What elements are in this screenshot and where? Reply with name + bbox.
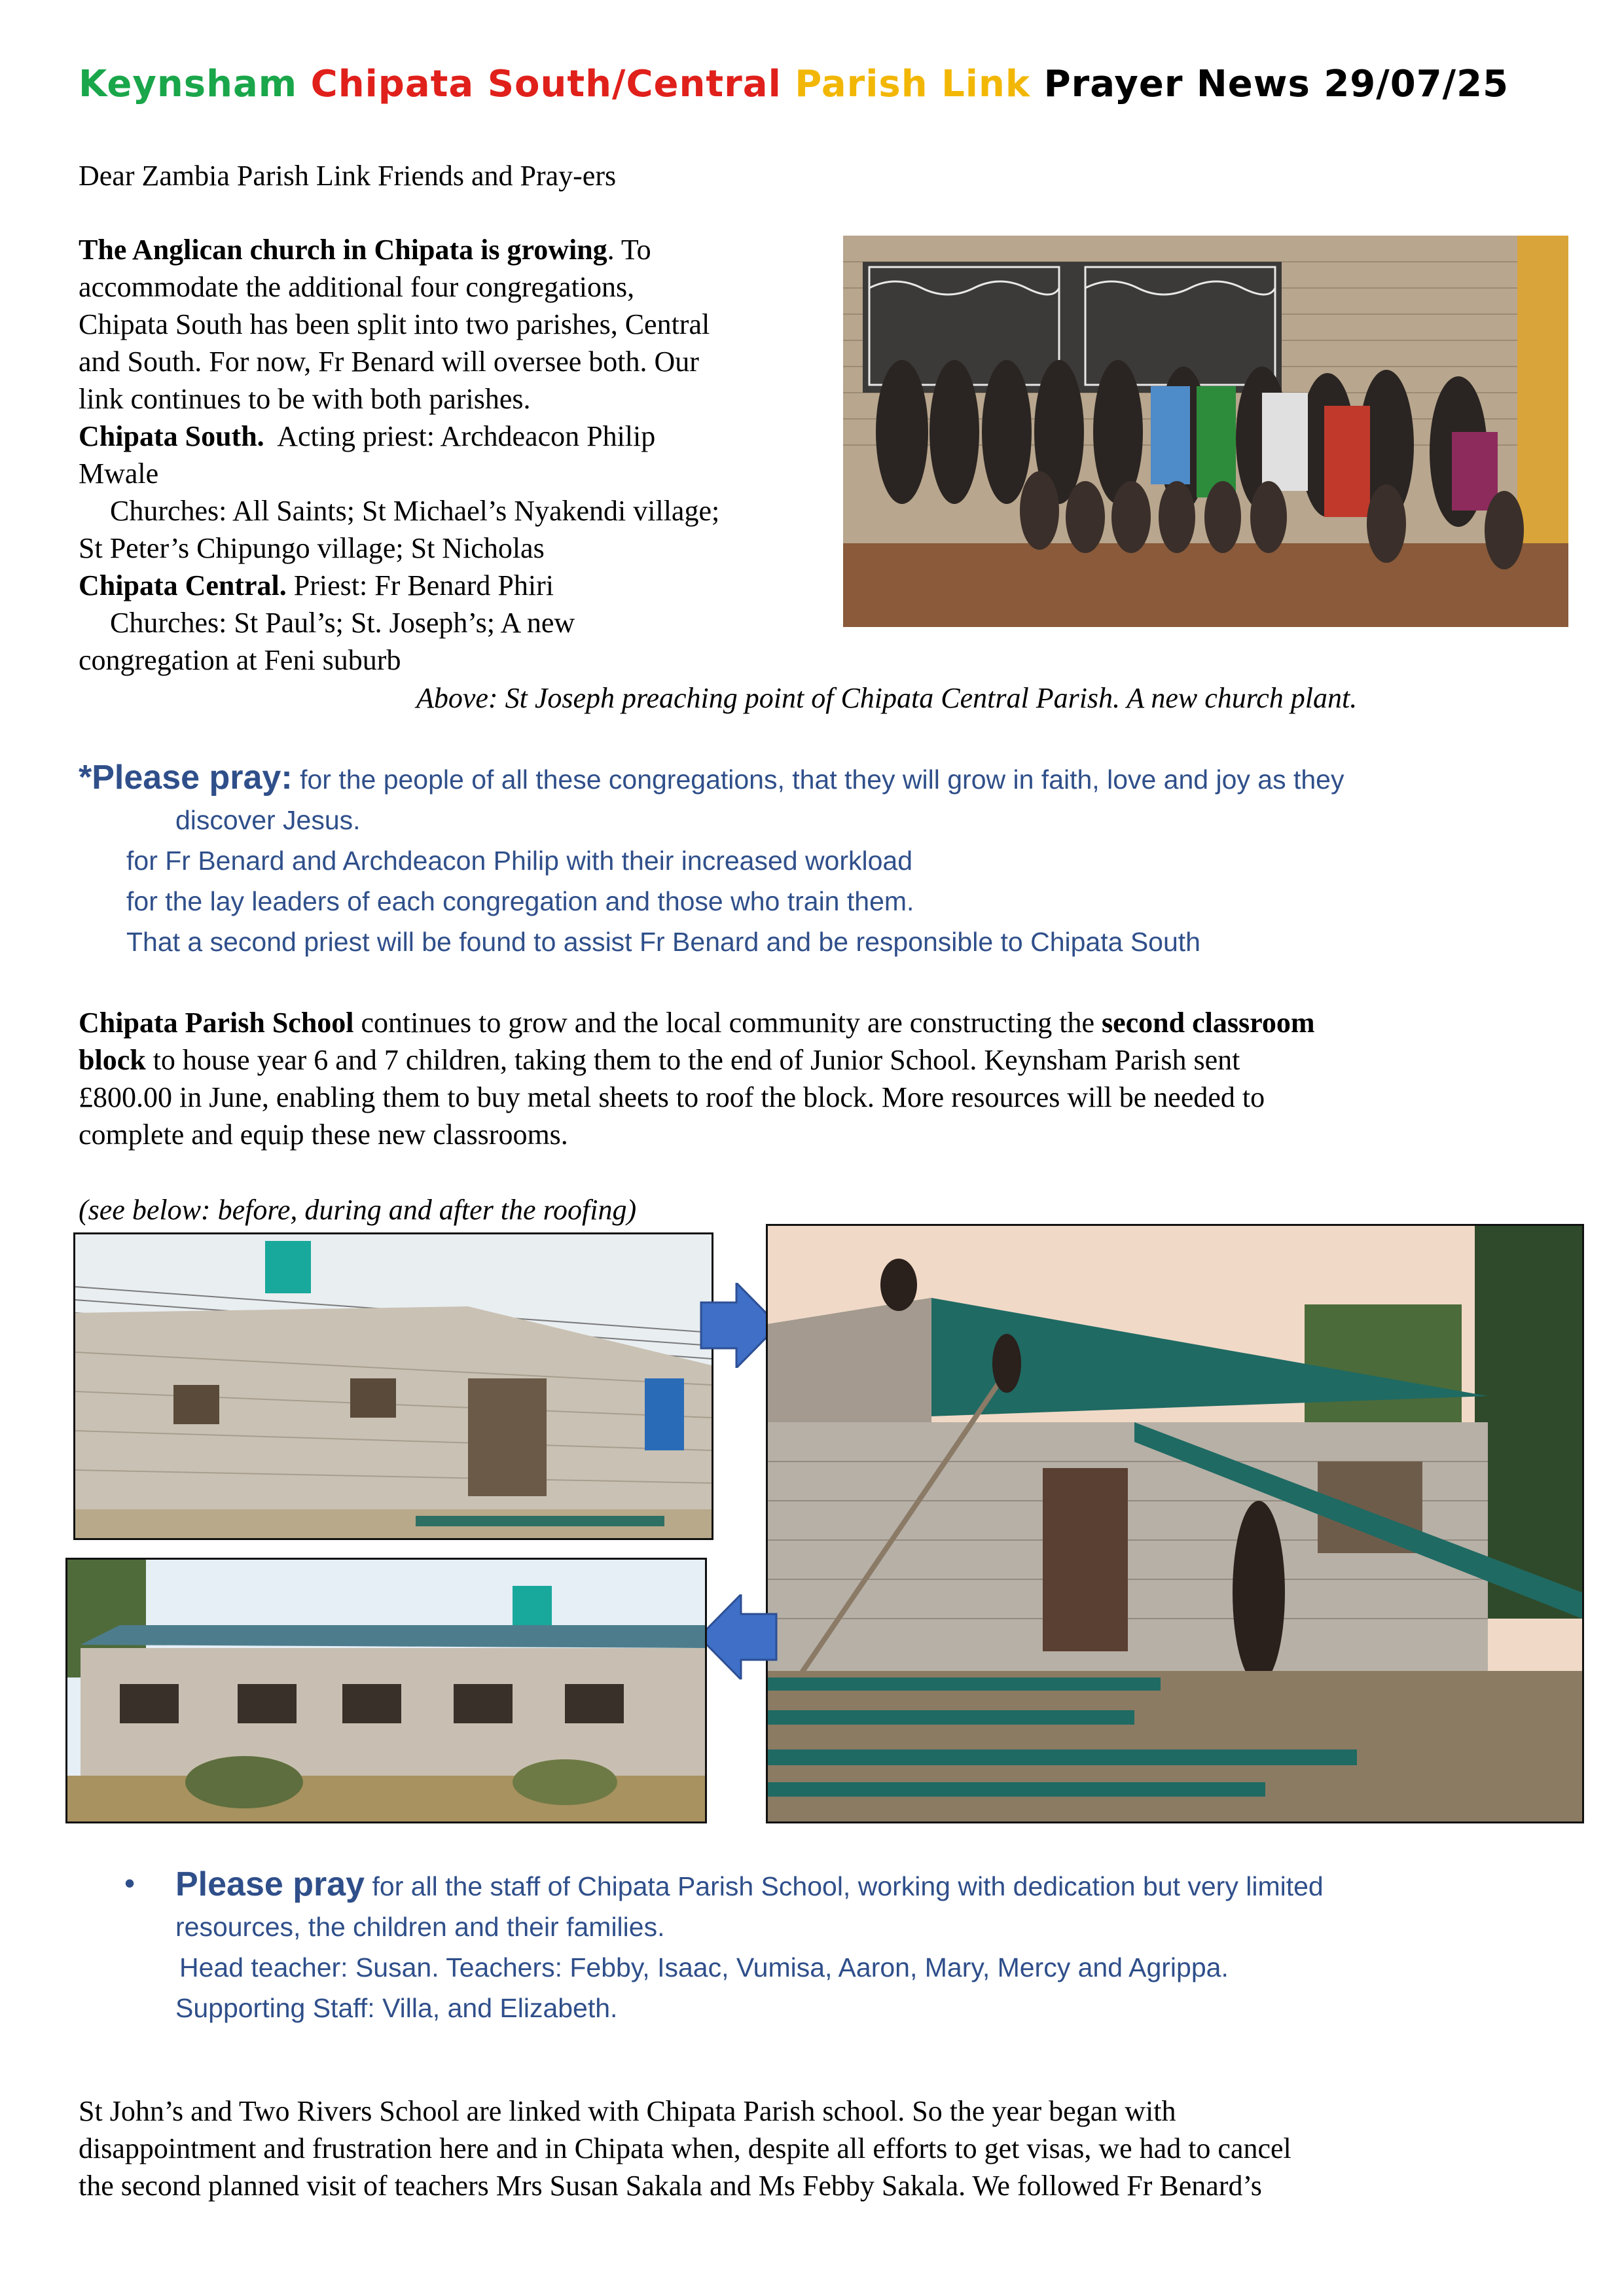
pray2-line2: Head teacher: Susan. Teachers: Febby, Isaac, Vumisa, Aaron, Mary, Mercy and Agrippa. bbox=[179, 1952, 1229, 1982]
south-label: Chipata South. bbox=[79, 420, 264, 452]
congregation-photo-graphic bbox=[843, 236, 1568, 627]
closing-line1: St John’s and Two Rivers School are linked with Chipata Parish school. So the year began with bbox=[79, 2095, 1176, 2127]
school-bold2: second classroom bbox=[1102, 1007, 1315, 1039]
intro-line3: Chipata South has been split into two parishes, Central bbox=[79, 308, 710, 340]
south-priest-cont: Mwale bbox=[79, 457, 159, 490]
see-below-note: (see below: before, during and after the roofing) bbox=[79, 1194, 637, 1226]
title-keynsham: Keynsham bbox=[79, 63, 298, 105]
during-roofing-photo bbox=[766, 1224, 1584, 1823]
pray1-line1: for the people of all these congregations, that they will grow in faith, love and joy as they bbox=[300, 764, 1344, 795]
pray2-bullet: • bbox=[124, 1866, 135, 1900]
title-prayer-news: Prayer News 29/07/25 bbox=[1043, 63, 1509, 105]
greeting: Dear Zambia Parish Link Friends and Pray-ers bbox=[79, 160, 617, 192]
intro-block bbox=[79, 231, 838, 679]
intro-line2: accommodate the additional four congregations, bbox=[79, 271, 635, 303]
photo-caption: Above: St Joseph preaching point of Chipata Central Parish. A new church plant. bbox=[416, 682, 1358, 714]
school-bold3: block bbox=[79, 1044, 146, 1076]
pray1-line4: That a second priest will be found to assist Fr Benard and be responsible to Chipata South bbox=[126, 927, 1200, 957]
intro-line1-rest: . To bbox=[607, 234, 651, 266]
closing-line3: the second planned visit of teachers Mrs Susan Sakala and Ms Febby Sakala. We followed Fr Benard’s bbox=[79, 2170, 1262, 2202]
pray2-line3: Supporting Staff: Villa, and Elizabeth. bbox=[175, 1993, 618, 2023]
arrow-left-icon bbox=[695, 1594, 780, 1683]
closing-line2: disappointment and frustration here and in Chipata when, despite all efforts to get visas, we had to cancel bbox=[79, 2132, 1291, 2164]
central-label: Chipata Central. bbox=[79, 569, 287, 601]
pray2-line1: for all the staff of Chipata Parish School, working with dedication but very limited bbox=[365, 1871, 1324, 1901]
intro-line4: and South. For now, Fr Benard will oversee both. Our bbox=[79, 346, 699, 378]
school-line4: complete and equip these new classrooms. bbox=[79, 1119, 568, 1151]
pray1-colon: : bbox=[281, 759, 293, 797]
pray1-line2: for Fr Benard and Archdeacon Philip with their increased workload bbox=[126, 846, 913, 876]
intro-bold-lead: The Anglican church in Chipata is growing bbox=[79, 234, 607, 266]
central-priest: Priest: Fr Benard Phiri bbox=[293, 569, 554, 601]
school-bold1: Chipata Parish School bbox=[79, 1007, 354, 1039]
pray1-lead: *Please pray bbox=[79, 759, 281, 797]
south-churches1: Churches: All Saints; St Michael’s Nyakendi village; bbox=[110, 495, 720, 527]
page-title bbox=[79, 63, 1509, 105]
title-chipata: Chipata South/Central bbox=[310, 63, 782, 105]
south-churches2: St Peter’s Chipungo village; St Nicholas bbox=[79, 532, 545, 564]
school-paragraph bbox=[79, 1004, 1584, 1153]
school-line3: £800.00 in June, enabling them to buy metal sheets to roof the block. More resources will be needed to bbox=[79, 1081, 1265, 1113]
congregation-photo bbox=[843, 236, 1568, 627]
pray2-lead: Please pray bbox=[175, 1865, 365, 1903]
school-text2: to house year 6 and 7 children, taking them to the end of Junior School. Keynsham Parish sent bbox=[145, 1044, 1240, 1076]
central-churches2: congregation at Feni suburb bbox=[79, 644, 401, 676]
south-priest: Acting priest: Archdeacon Philip bbox=[277, 420, 656, 452]
intro-line5: link continues to be with both parishes. bbox=[79, 383, 531, 415]
before-roofing-photo bbox=[73, 1232, 713, 1540]
prayer-block-1 bbox=[79, 757, 1571, 962]
during-roofing-graphic bbox=[768, 1226, 1582, 1821]
after-roofing-graphic bbox=[67, 1560, 705, 1821]
after-roofing-photo bbox=[65, 1558, 707, 1823]
before-roofing-graphic bbox=[75, 1234, 712, 1538]
school-text1: continues to grow and the local community are constructing the bbox=[353, 1007, 1102, 1039]
prayer-block-2 bbox=[124, 1864, 1591, 2028]
pray2-line1b: resources, the children and their families. bbox=[175, 1912, 665, 1942]
pray1-line1b: discover Jesus. bbox=[175, 805, 361, 835]
title-parish-link: Parish Link bbox=[795, 63, 1031, 105]
closing-paragraph bbox=[79, 2092, 1584, 2204]
central-churches1: Churches: St Paul’s; St. Joseph’s; A new bbox=[110, 607, 575, 639]
pray1-line3: for the lay leaders of each congregation and those who train them. bbox=[126, 886, 914, 916]
